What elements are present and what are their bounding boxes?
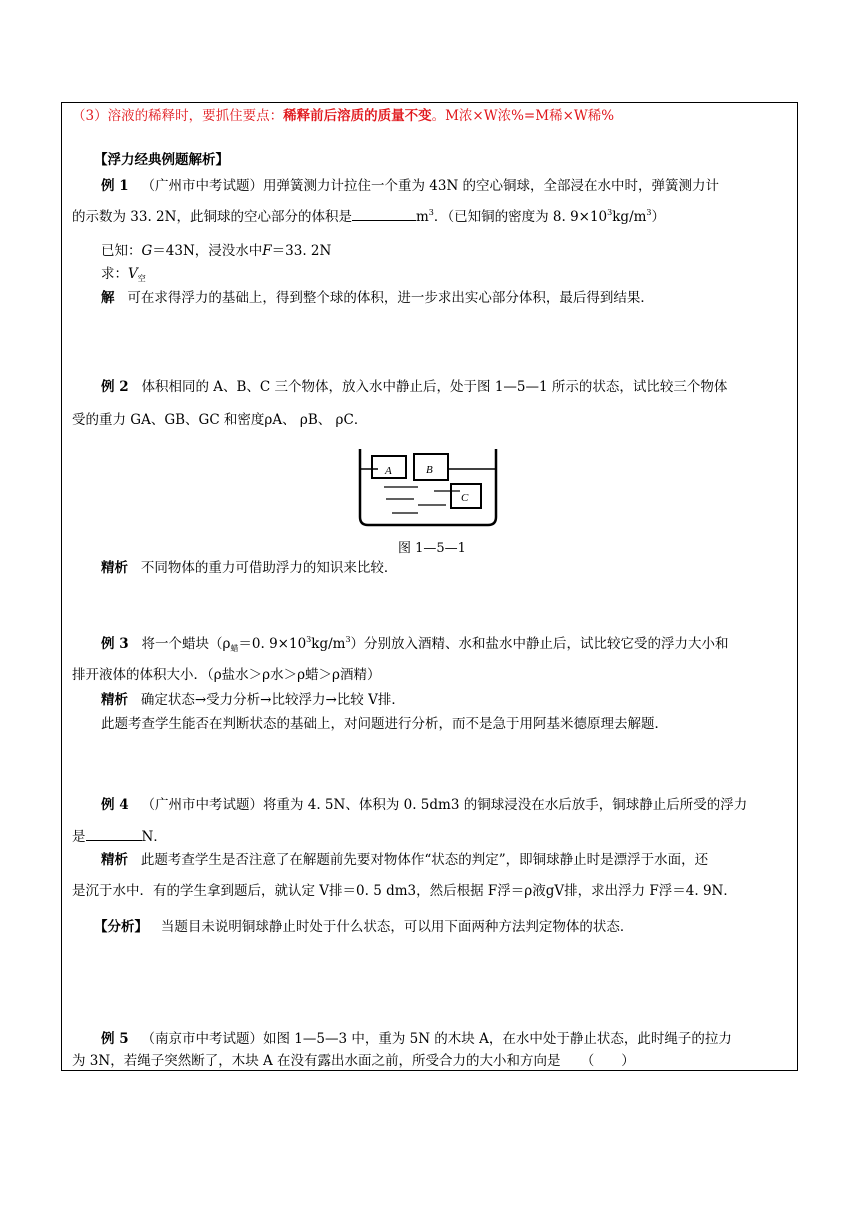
- ex1-line2: 的示数为 33. 2N，此铜球的空心部分的体积是 $m^3$．（已知铜的密度为 8. $9\times 10^3kg/m^3$）: [72, 208, 666, 225]
- ex3-note: 此题考查学生能否在判断状态的基础上，对问题进行分析，而不是急于用阿基米德原理去解题．: [101, 716, 668, 732]
- ex1-label: 例 1: [101, 178, 129, 194]
- ex4-line2: [72, 827, 167, 846]
- ex3-sub: 蜡: [230, 644, 239, 653]
- solution-text: 可在求得浮力的基础上，得到整个球的体积，进一步求出实心部分体积，最后得到结果．: [127, 290, 654, 306]
- ex4-analysis-text1: 此题考查学生是否注意了在解题前先要对物体作“状态的判定”，即铜球静止时是漂浮于水面，还: [140, 852, 709, 868]
- ex1-given: 已知：G＝43N，浸没水中F＝33. 2N: [101, 243, 332, 259]
- ask-label: 求：: [101, 266, 128, 282]
- ex3-label: 例 3: [101, 636, 129, 652]
- ex1-text2d: kg/m: [612, 209, 647, 225]
- ex1-solution: [101, 289, 654, 307]
- ex5-line2: 为 3N，若绳子突然断了，木块 A 在没有露出水面之前，所受合力的大小和方向是 （ ）: [72, 1053, 635, 1069]
- rule-prefix: （3）溶液的稀释时，要抓住要点：: [72, 108, 284, 124]
- analysis-label: 精析: [101, 560, 128, 576]
- ex2-text1: 体积相同的 A、B、C 三个物体，放入水中静止后，处于图 1—5—1 所示的状态，试比较三个物体: [141, 379, 728, 395]
- ex4-fenxi: [94, 918, 633, 936]
- ex3-text-d: kg/m: [311, 636, 346, 652]
- ex4-text2: 是: [72, 829, 86, 845]
- ex3-text-e: ）分别放入酒精、水和盐水中静止后，试比较它受的浮力大小和: [350, 636, 729, 652]
- fenxi-text: 当题目未说明铜球静止时处于什么状态，可以用下面两种方法判定物体的状态．: [160, 919, 634, 935]
- ex1-unit: m: [415, 209, 429, 225]
- answer-blank: [352, 207, 416, 221]
- ex5-text1: （南京市中考试题）如图 1—5—3 中，重为 5N 的木块 A，在水中处于静止状态，此时绳子的拉力: [141, 1031, 732, 1047]
- given-text1: ＝43N，浸没水中: [152, 243, 263, 259]
- ex2-label: 例 2: [101, 379, 129, 395]
- ex4-text1: （广州市中考试题）将重为 4. 5N、体积为 0. 5dm3 的铜球浸没在水后放手，铜球静止后所受的浮力: [141, 797, 748, 813]
- label-b: B: [426, 464, 433, 476]
- dilution-rule: [72, 107, 614, 125]
- ex4-label: 例 4: [101, 797, 129, 813]
- ex3-text-a: 将一个蜡块（ρ: [141, 636, 231, 652]
- ex3-line2: 排开液体的体积大小．（ρ盐水＞ρ水＞ρ蜡＞ρ酒精）: [72, 667, 381, 683]
- rule-suffix: 。M浓×W浓%=M稀×W稀%: [431, 108, 615, 124]
- given-text2: ＝33. 2N: [271, 243, 332, 259]
- ex4-unit: N．: [141, 829, 167, 845]
- analysis-text: 不同物体的重力可借助浮力的知识来比较．: [140, 560, 398, 576]
- ex4-analysis-label: 精析: [101, 852, 128, 868]
- figure-caption: 图 1—5—1: [398, 541, 466, 556]
- solution-label: 解: [101, 290, 115, 306]
- fenxi-label: 【分析】: [94, 919, 148, 935]
- figure-beaker: [356, 447, 502, 529]
- ex4-line1: [101, 796, 747, 814]
- ex3-line1: 例 3 将一个蜡块（$\rho_蜡=0$. $9\times 10^3kg/m^3$）分别放入酒精、水和盐水中静止后，试比较它受的浮力大小和: [101, 635, 729, 653]
- ex2-line1: [101, 378, 727, 396]
- rule-bold: 稀释前后溶质的质量不变: [283, 108, 432, 124]
- section-title: 【浮力经典例题解析】: [94, 152, 229, 168]
- ex1-text1: （广州市中考试题）用弹簧测力计拉住一个重为 43N 的空心铜球，全部浸在水中时，弹簧测力计: [141, 178, 720, 194]
- ex2-line2: 受的重力 GA、GB、GC 和密度ρA、 ρB、 ρC．: [72, 412, 368, 428]
- ex4-analysis2: 是沉于水中．有的学生拿到题后，就认定 V排＝0. 5 dm3，然后根据 F浮＝ρ液gV排，求出浮力 F浮＝4. 9N．: [72, 883, 737, 899]
- ex3-analysis-text: 确定状态→受力分析→比较浮力→比较 V排．: [140, 692, 405, 708]
- ex5-line1: [101, 1030, 732, 1048]
- label-c: C: [461, 492, 469, 504]
- ex1-text2e: ）: [651, 209, 666, 225]
- label-a: A: [385, 465, 392, 477]
- ex2-analysis: [101, 559, 397, 577]
- ex4-analysis1: [101, 851, 708, 869]
- ex1-text2a: 的示数为 33. 2N，此铜球的空心部分的体积是: [72, 209, 352, 225]
- ex1-text2c: ．（已知铜的密度为 8. 9×10: [433, 209, 608, 225]
- ex3-analysis: [101, 691, 405, 709]
- ex4-answer-blank: [86, 827, 142, 841]
- ex3-text-c: ＝0. 9×10: [238, 636, 307, 652]
- ex1-ask: 求：$V_空$: [101, 266, 146, 283]
- ex3-analysis-label: 精析: [101, 692, 128, 708]
- given-label: 已知：: [101, 243, 142, 259]
- ex5-label: 例 5: [101, 1031, 129, 1047]
- ex1-line1: [101, 177, 719, 195]
